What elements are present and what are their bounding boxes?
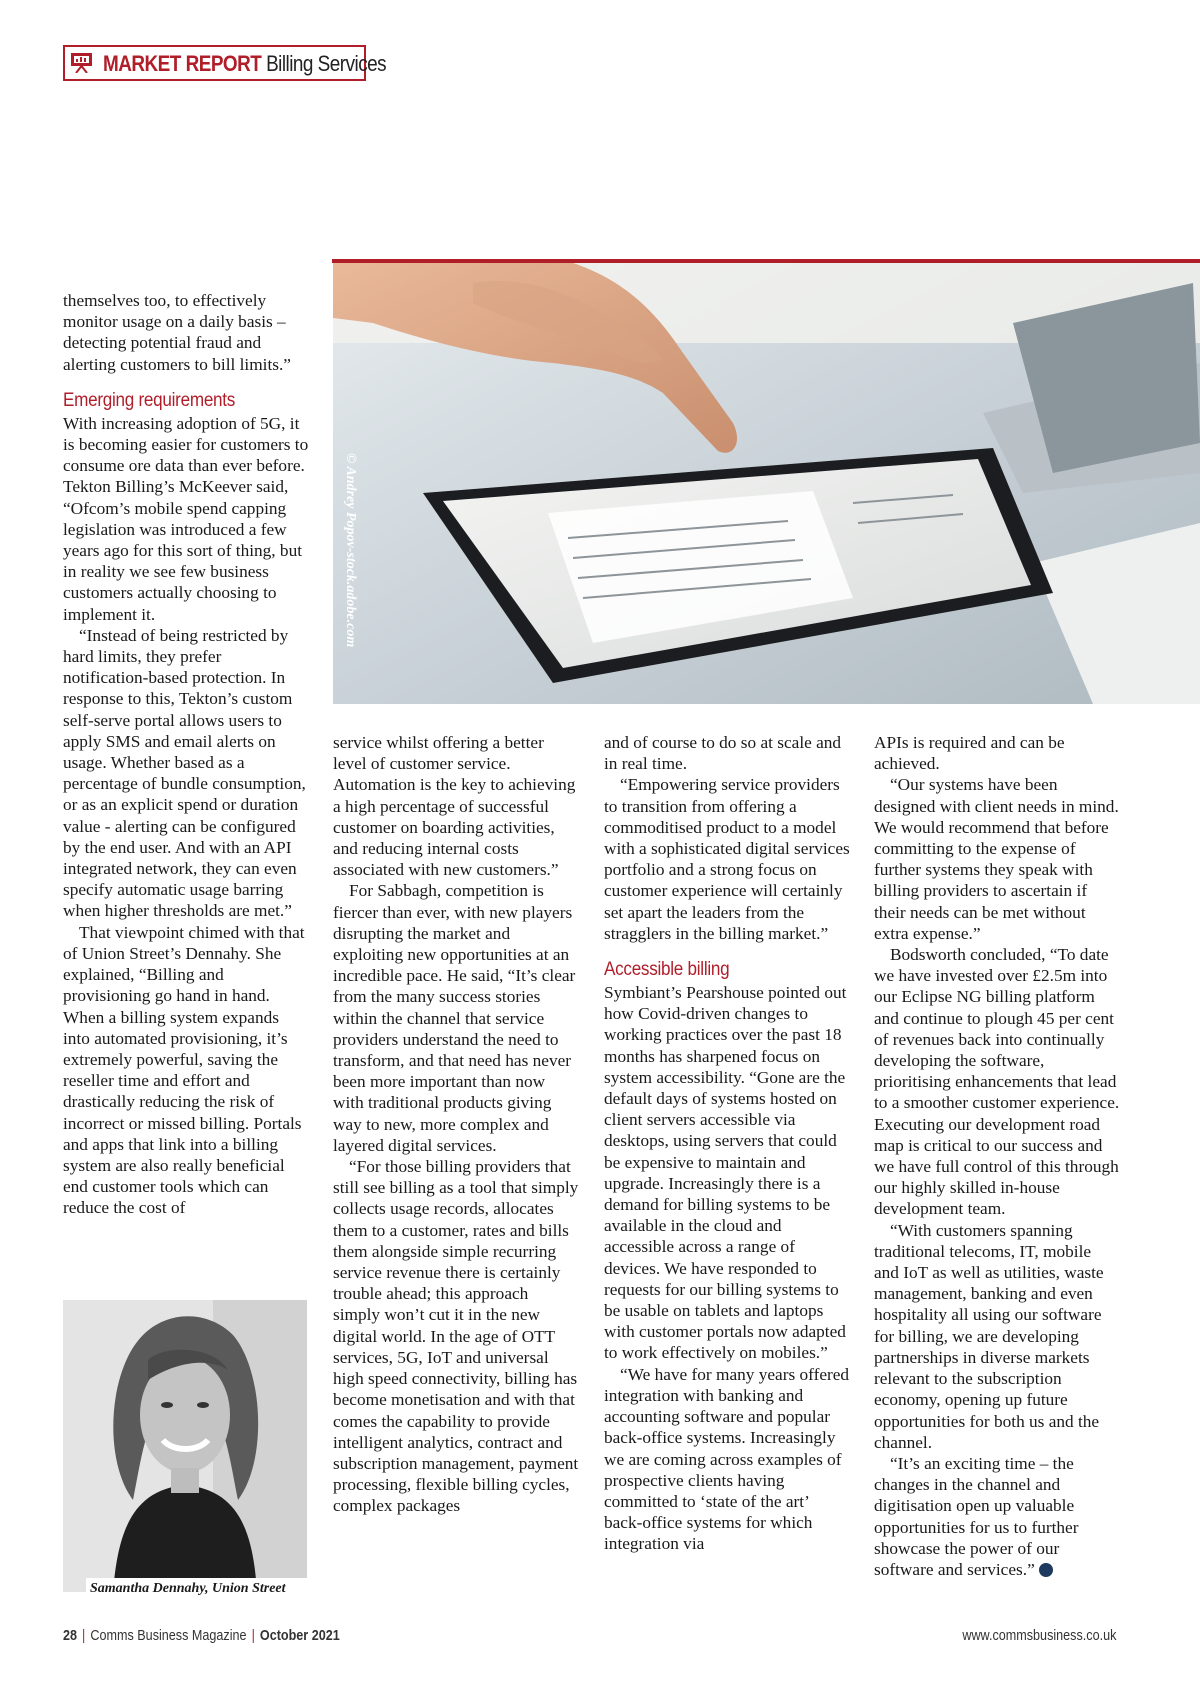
paragraph-final-text: “It’s an exciting time – the changes in the channel and digitisation open up valuable opportunities for us to further showcase the power of our software and services.” bbox=[874, 1453, 1079, 1579]
subheading-accessible: Accessible billing bbox=[604, 959, 730, 981]
portrait-caption: Samantha Dennahy, Union Street bbox=[86, 1578, 310, 1600]
column-2 bbox=[333, 732, 579, 1517]
magazine-name: Comms Business Magazine bbox=[90, 1627, 247, 1644]
paragraph: service whilst offering a better level of customer service. Automation is the key to achieving a high percentage of successful customer on boarding activities, and reducing internal costs associated with new customers.” bbox=[333, 733, 576, 880]
section-label: MARKET REPORT bbox=[103, 51, 262, 76]
presentation-board-icon bbox=[71, 53, 92, 73]
page-number: 28 bbox=[63, 1627, 78, 1644]
paragraph: With increasing adoption of 5G, it is becoming easier for customers to consume ore data than ever before. Tekton Billing’s McKeever said, “Ofcom’s mobile spend capping legislation was introduced a few years ago for this sort of thing, but in reality we see few business customers actually choosing to implement it. bbox=[63, 413, 309, 624]
paragraph: That viewpoint chimed with that of Union Street’s Dennahy. She explained, “Billing and provisioning go hand in hand. When a billing system expands into automated provisioning, it’s extremely powerful, saving the reseller time and effort and drastically reducing the risk of incorrect or missed billing. Portals and apps that link into a billing system are also really beneficial end customer tools which can reduce the cost of bbox=[63, 922, 305, 1218]
footer-url: www.commsbusiness.co.uk bbox=[961, 1627, 1116, 1644]
paragraph: “Our systems have been designed with client needs in mind. We would recommend that before committing to the expense of further systems they speak with billing providers to ascertain if their needs can be met without extra expense.” bbox=[874, 775, 1119, 943]
photo-illustration bbox=[333, 263, 1200, 704]
paragraph: themselves too, to effectively monitor usage on a daily basis – detecting potential fraud and alerting customers to bill limits.” bbox=[63, 291, 291, 374]
paragraph: “We have for many years offered integration with banking and accounting software and popular back-office systems. Increasingly we are coming across examples of prospective clients having committed to ‘state of the art’ back-office systems for which integration via bbox=[604, 1364, 850, 1554]
column-1 bbox=[63, 290, 309, 1219]
paragraph: “With customers spanning traditional telecoms, IT, mobile and IoT as well as utilities, waste management, banking and even hospitality all using our software for billing, we are developing partnerships in diverse markets relevant to the subscription economy, opening up future opportunities for both us and the channel. bbox=[874, 1220, 1104, 1452]
section-topic: Billing Services bbox=[266, 51, 387, 76]
column-4 bbox=[874, 732, 1120, 1580]
paragraph: and of course to do so at scale and in real time. bbox=[604, 733, 842, 774]
column-3 bbox=[604, 732, 850, 1555]
article-photo bbox=[333, 263, 1200, 704]
paragraph-final bbox=[874, 1453, 1120, 1580]
paragraph: APIs is required and can be achieved. bbox=[874, 733, 1065, 774]
paragraph: “For those billing providers that still see billing as a tool that simply collects usage records, allocates them to a customer, rates and bills them alongside simple recurring service revenue there is certainly trouble ahead; this approach simply won’t cut it in the new digital world. In the age of OTT services, 5G, IoT and universal high speed connectivity, billing has become monetisation and with that comes the capability to provide intelligent analytics, contract and subscription management, payment processing, flexible billing cycles, complex packages bbox=[333, 1157, 579, 1516]
paragraph: For Sabbagh, competition is fiercer than ever, with new players disrupting the market and exploiting new opportunities at an incredible pace. He said, “It’s clear from the many success stories within the channel that service providers understand the need to transform, and that need has never been more important than now with traditional products giving way to new, more complex and layered digital services. bbox=[333, 881, 576, 1155]
paragraph: “Empowering service providers to transition from offering a commoditised product to a model with a sophisticated digital services portfolio and a strong focus on customer experience will certainly set apart the leaders from the stragglers in the billing market.” bbox=[604, 775, 850, 943]
paragraph: Symbiant’s Pearshouse pointed out how Covid-driven changes to working practices over the past 18 months has sharpened focus on system accessibility. “Gone are the default days of systems hosted on client servers accessible via desktops, using servers that could be expensive to maintain and upgrade. Increasingly there is a demand for billing systems to be available in the cloud and accessible across a range of devices. We have responded to requests for our billing systems to be usable on tablets and laptops with customer portals now adapted to work effectively on mobiles.” bbox=[604, 983, 847, 1363]
portrait-illustration bbox=[63, 1300, 307, 1592]
section-header bbox=[63, 45, 387, 81]
photo-credit: © Andrey Popov-stock.adobe.com bbox=[343, 453, 358, 648]
issue-date: October 2021 bbox=[259, 1627, 340, 1644]
paragraph: “Instead of being restricted by hard limits, they prefer notification-based protection. In response to this, Tekton’s custom self-serve portal allows users to apply SMS and email alerts on usage. Whether based as a percentage of bundle consumption, or as an explicit spend or duration value - alerting can be configured by the end user. And with an API integrated network, they can even specify automatic usage barring when higher thresholds are met.” bbox=[63, 625, 306, 921]
footer-folio: 28 | Comms Business Magazine | October 2021 bbox=[63, 1627, 340, 1644]
subheading-emerging: Emerging requirements bbox=[63, 389, 236, 411]
paragraph: Bodsworth concluded, “To date we have invested over £2.5m into our Eclipse NG billing platform and continue to plough 45 per cent of revenues back into continually developing the software, prioritising enhancements that lead to a smoother customer experience. Executing our development road map is critical to our success and we have full control of this through our highly skilled in-house development team. bbox=[874, 945, 1120, 1219]
end-of-article-icon bbox=[1039, 1563, 1053, 1577]
portrait-photo bbox=[63, 1300, 307, 1592]
